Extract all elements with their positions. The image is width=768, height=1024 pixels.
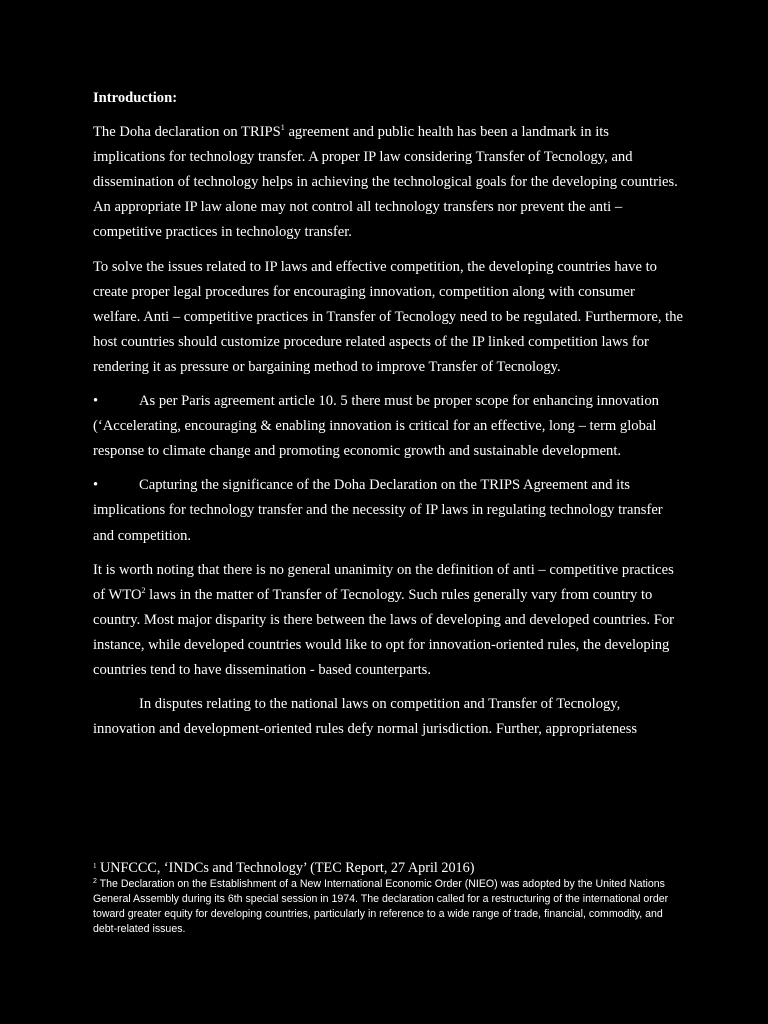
- footnote-1-mark: 1: [93, 862, 97, 870]
- bullet-item-2-text: Capturing the significance of the Doha Declaration on the TRIPS Agreement and its implications for technology transfer and the necessity of IP laws in regulating technology transfer and competition.: [93, 477, 663, 544]
- bullet-item-1-text: As per Paris agreement article 10. 5 there must be proper scope for enhancing innovation (‘Accelerating, encouraging & enabling innovation is critical for an effective, long – term global response to climate change and promoting economic growth and sustainable development.: [93, 393, 659, 460]
- bullet-item-1: [93, 389, 683, 464]
- bullet-icon: •: [93, 393, 99, 410]
- footnotes: [93, 859, 683, 937]
- footnote-ref-2[interactable]: 2: [141, 585, 146, 595]
- paragraph-3: [93, 558, 683, 683]
- paragraph-1-text-b: agreement and public health has been a landmark in its implications for technology transfer. A proper IP law considering Transfer of Tecnology, and dissemination of technology helps in achieving the technological goals for the developing countries. An appropriate IP law alone may not control all technology transfers nor prevent the anti – competitive practices in technology transfer.: [93, 124, 678, 241]
- paragraph-3-text-a: It is worth noting that there is no general unanimity on the definition of anti – competitive practices of WTO: [93, 561, 674, 603]
- paragraph-2: To solve the issues related to IP laws and effective competition, the developing countries have to create proper legal procedures for encouraging innovation, competition along with consumer welfare. Anti – competitive practices in Transfer of Tecnology need to be regulated. Furthermore, the host countries should customize procedure related aspects of the IP linked competition laws for rendering it as pressure or bargaining method to improve Transfer of Tecnology.: [93, 258, 683, 375]
- footnote-1: [93, 859, 683, 877]
- paragraph-3-text-b: laws in the matter of Transfer of Tecnology. Such rules generally vary from country to country. Most major disparity is there between the laws of developing and developed countries. For instance, while developed countries would like to opt for innovation-oriented rules, the developing countries tend to have dissemination - based counterparts.: [93, 586, 675, 678]
- bullet-item-2: [93, 473, 683, 548]
- section-heading: Introduction:: [93, 90, 178, 106]
- footnote-2: [93, 877, 683, 937]
- paragraph-4: In disputes relating to the national laws on competition and Transfer of Tecnology, innovation and development-oriented rules defy normal jurisdiction. Further, appropriateness: [93, 696, 638, 738]
- footnote-2-mark: 2: [93, 878, 97, 885]
- footnote-2-text: The Declaration on the Establishment of a New International Economic Order (NIEO) was adopted by the United Nations General Assembly during its 6th special session in 1974. The declaration called for a restructuring of the international order toward greater equity for developing countries, particularly in reference to a wide range of trade, financial, commodity, and debt-related issues.: [93, 878, 669, 935]
- paragraph-1-text-a: The Doha declaration on TRIPS: [93, 124, 281, 141]
- bullet-icon: •: [93, 477, 99, 494]
- footnote-ref-1[interactable]: 1: [280, 123, 285, 133]
- body-text: [93, 86, 683, 751]
- footnote-1-text: UNFCCC, ‘INDCs and Technology’ (TEC Report, 27 April 2016): [96, 860, 475, 876]
- paragraph-1: [93, 120, 683, 245]
